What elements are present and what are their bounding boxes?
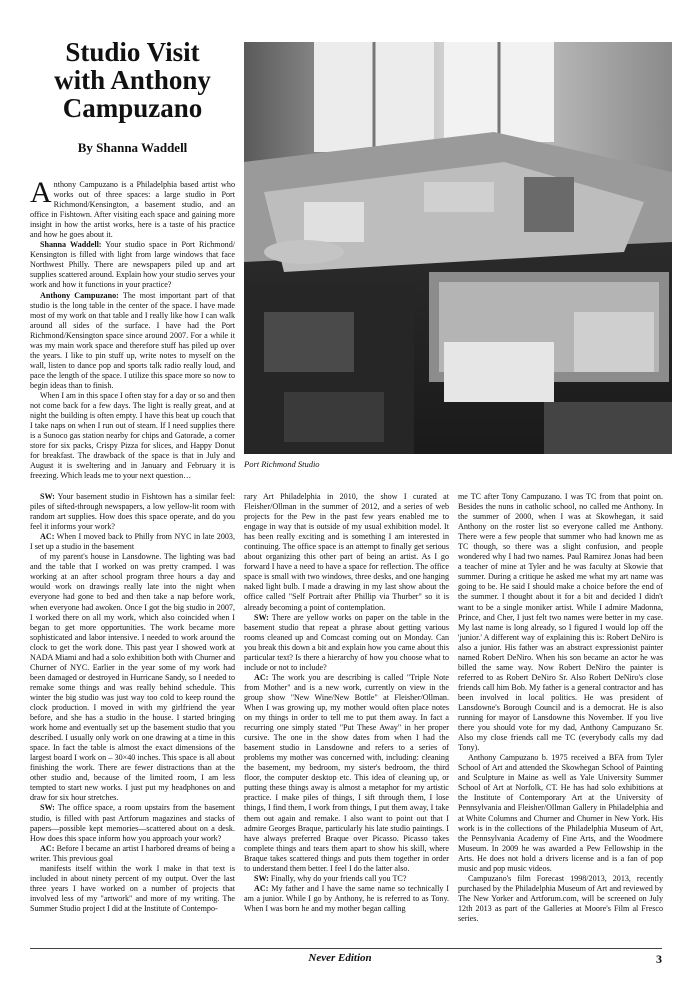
answer-3: AC: Before I became an artist I harbored dreams of being a writer. This previous goal (30, 843, 235, 863)
film-note: Campuzano's film Forecast 1998/2013, 2013, recently purchased by the Philadelphia Museum of Art and reviewed by The New Yorker and Artforum.com, will be screened on July 12th 2013 as part of the Galleries at Moore's Film al Fresco series. (458, 873, 663, 923)
answer-1: Anthony Campuzano: The most important part of that studio is the long table in the center of the space. I have made most of my work on that table and I really like how I can walk around all sides of the surface. I have had the Port Richmond/Kensington space since around 2007. For a while it was my main work space and therefore stuff has piled up over the years. I like to pin stuff up, write notes to myself on the wall, listen to dance pop and sports talk radio really loud, and pace the length of the space. I utilize this space more so now to begin ideas than to finish. (30, 290, 235, 390)
byline: By Shanna Waddell (77, 140, 188, 155)
photo-caption: Port Richmond Studio (244, 459, 320, 469)
article-title (30, 38, 235, 122)
answer-2-continued: of my parent's house in Lansdowne. The lighting was bad and the table that I worked on was pretty cramped. I was working at an after school program three hours a day and would work on drawings really late into the night when everyone had gone to bed and then take a nap before work, when everyone had awoken. Once I got the big studio in 2007, I worked there on all my work, which also coincided when I began to get more opportunities. The work became more sophisticated and labor intensive. I needed to work around the clock to get the work done. This past year I showed work at NADA Miami and had a solo exhibition both with Churner and Churner of NYC. Earlier in the year some of my work had been damaged or destroyed in Hurricane Sandy, so I needed to remake some things and was really behind schedule. This winter the big studio was just way too cold to keep round the clock production. I moved in with my girlfriend the year before, and she has a studio in the house. I started bringing work home and eventually set up the basement studio that you described. I usually only work on one drawing at a time in this space. In fact the table is almost the exact dimensions of the largest board I work on – 30×40 inches. This space is all about finishing the work. There are fewer distractions than at the other studio and, because of the limited room, I am less tempted to start new works. I just put my headphones on and draw for six hour stretches. (30, 552, 235, 803)
speaker-label: AC: (40, 843, 55, 853)
answer-2: AC: When I moved back to Philly from NYC in late 2003, I set up a studio in the basement (30, 532, 235, 552)
question-1: Shanna Waddell: Your studio space in Port Richmond/ Kensington is filled with light from large windows that face Northwest Philly. There are newspapers piled up and art supplies scattered around. Explain how your studio serves your work and how it functions in your practice? (30, 240, 235, 290)
answer-3-continued: manifests itself within the work I make in that text is included in about ninety percent of my output. Over the last three years I have worked on a number of projects that involved less of my "artwork" and more of my writing. The Summer Studio project I did at the Institute of Contempo- (30, 863, 235, 913)
answer-3-end: rary Art Philadelphia in 2010, the show I curated at Fleisher/Ollman in the summer of 2012, and a series of web projects for the Pew in the past few years enabled me to engage in way that is outside of my usual exhibition model. It has been really exciting and is something I am interested in continuing. The office space is an attempt to finally get serious about organizing this other part of being an artist. As I go forward I have a need to have a space for reflection. The office space is small with two windows, three desks, and one hanging naked light bulb. I made a drawing in my last show about the office called "Self Portrait after Phillip via Thurber" so it is already becoming a point of contemplation. (244, 492, 449, 612)
text-column-3 (458, 492, 663, 932)
speaker-label: AC: (254, 883, 269, 893)
speaker-label: SW: (254, 873, 269, 883)
page-number: 3 (656, 952, 662, 966)
title-line-3: Campuzano (62, 93, 203, 123)
text-column-2 (244, 492, 449, 932)
question-4: SW: There are yellow works on paper on the table in the basement studio that repeat a phrase about getting various rooms cleaned up and Comcast coming out on Monday. Can you break this down a bit and explain how you came about this particular text? Is there a hierarchy of how you choose what to include or not to include? (244, 612, 449, 672)
speaker-label: Shanna Waddell: (40, 240, 102, 250)
question-2: SW: Your basement studio in Fishtown has a similar feel: piles of sifted-through newspapers, a low yellow-lit room with random art supplies. How does this space operate, and do you feel it informs your work? (30, 492, 235, 532)
studio-photo-image (244, 42, 672, 454)
question-3: SW: The office space, a room upstairs from the basement studio, is filled with past Artforum magazines and stacks of papers—possible kept memories—scattered about on a desk. How does this space inform how you approach your work? (30, 803, 235, 843)
title-line-1: Studio Visit (65, 37, 200, 67)
text-column-1 (30, 492, 235, 932)
question-5: SW: Finally, why do your friends call you TC? (254, 873, 407, 883)
answer-1-continued: When I am in this space I often stay for a day or so and then not come back for a few days. The light is really great, and at night the building is often empty. I have this beat up couch that I take naps on when I run out of steam. If I need supplies there is a Sunoco gas station nearby for chips and Gatorade, a corner store for six packs, Crispy Pizza for slices, and Happy Donut for breakfast. The drawback of the space is that in July and August it is sweltering and in January and February it is freezing. Which leads me to your next question… (30, 390, 235, 481)
speaker-label: AC: (254, 672, 269, 682)
intro-paragraph: Anthony Campuzano is a Philadelphia based artist who works out of three spaces: a large studio in Port Richmond/Kensington, a basement studio, and an office in Fishtown. After visiting each space and gaining more insight in how the artist works, here is a taste of his practice and how he goes about it. (30, 180, 235, 240)
drop-cap: A (30, 180, 52, 209)
speaker-label: AC: (40, 532, 55, 542)
title-line-2: with Anthony (54, 65, 211, 95)
answer-5-end: me TC after Tony Campuzano. I was TC from that point on. Besides the nuns in catholic school, no called me Anthony. In the summer of 2000, when I was at Skowhegan, it said Anthony on the roster list so everyone called me Anthony. There were a few people that summer who had known me as TC though, so there was a slight confusion, and people wondered why I had two names. Paul Ramirez Jonas had been a teacher of mine at Tyler and he was faculty at Skowie that summer. During a critique he asked me what my art name was going to be. He said I should make a choice before the end of the summer. I thought about it for a bit and decided I didn't want to be a single moniker artist. While I admire Madonna, Prince, and Cher, I just felt two names were better in my case. My last name is long already, so I figured I would lop off the 'junior.' A different way of explaining this is: Robert DeNiro is also a junior. His father was an abstract expressionist painter named Robert DeNiro. When his son became an actor he was billed the same way. Now Robert DeNiro the painter is referred to as Robert DeNiro Sr. Also Robert DeNiro's close friends call him Bob. My father is a general contractor and has been involved in local politics. He was president of Lansdowne's Borough Council and is a democrat. He is also running for mayor of Lansdowne this November. If you live there you should vote for my dad, Anthony Campuzano Sr. Also my close friends call me TC (everybody calls my dad Tony). (458, 492, 663, 753)
speaker-label: SW: (40, 492, 55, 501)
speaker-label: SW: (254, 612, 269, 622)
speaker-label: SW: (40, 803, 55, 813)
footer-divider (30, 948, 662, 949)
speaker-label: Anthony Campuzano: (40, 290, 119, 300)
answer-5: AC: My father and I have the same name so technically I am a junior. While I go by Anthony, he is referred to as Tony. When I was born he and my mother began calling (244, 883, 449, 913)
artist-bio: Anthony Campuzano b. 1975 received a BFA from Tyler School of Art and attended the Skowhegan School of Painting and Sculpture in Maine as well as Yale University Summer School of Art at Norfolk, CT. He has had solo exhibitions at the Institute of Contemporary Art at the University of Pennsylvania and Fleisher/Ollman Gallery in Philadelphia and at White Columns and Churner and Churner in New York. His work is in the collections of the Philadelphia Museum of Art, the Pennsylvania Academy of Fine Arts, and the Woodmere Museum. In 2009 he was awarded a Pew Fellowship in the Arts. He does not hold a drivers license and is a fan of pop music and pop music videos. (458, 753, 663, 873)
magazine-name: Never Edition (308, 952, 372, 964)
studio-photo (244, 42, 672, 454)
intro-column (30, 180, 235, 492)
answer-4: AC: The work you are describing is called "Triple Note from Mother" and is a new work, currently on view in the group show "New Wine/New Bottle" at Fleisher/Ollman. When I was growing up, my mother would often place notes on my things in order to tell me to put them away. In fact a recurring one simply stated "Put These Away" in her proper cursive. The one in the show dates from when I had the basement studio in Lansdowne and refers to a series of problems my mother was concerned with, including: cleaning the basement, my bedroom, my sister's bedroom, the third floor, the computer desktop etc. This idea of cleaning up, or putting these things away is almost a metaphor for my artistic practice. I make piles of things, I sift through them, I lose things, I find them, I work from things, I put them away, I take them out again and remake. I also want to point out that I admire Georges Braque, particularly his late studio paintings. I have always preferred Braque over Picasso. Picasso takes complete things and tears them apart to show his skill, where Braque takes scattered things and puts them together in order to understand them better. I feel I do the latter also. (244, 672, 449, 873)
